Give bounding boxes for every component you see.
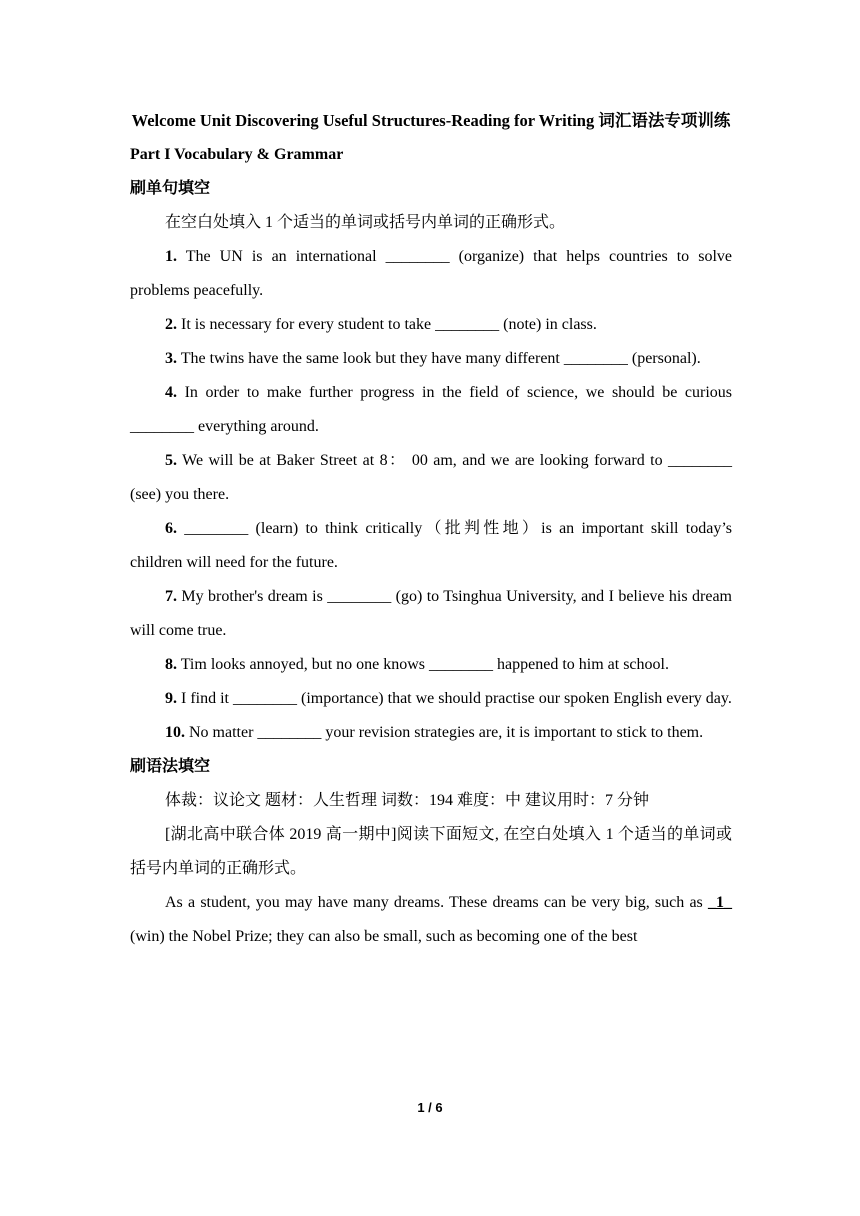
item-number: 10. bbox=[165, 724, 185, 741]
page-number: 1 / 6 bbox=[417, 1100, 443, 1115]
item-number: 8. bbox=[165, 656, 177, 673]
item-text: My brother's dream is ________ (go) to Tsinghua University, and I believe his dream will come true. bbox=[130, 588, 732, 639]
exercise-item bbox=[130, 512, 732, 580]
exercise-list bbox=[130, 240, 732, 750]
exercise-item bbox=[130, 240, 732, 308]
exercise-item bbox=[130, 682, 732, 716]
passage-paragraph bbox=[130, 886, 732, 954]
instruction-sentences: 在空白处填入 1 个适当的单词或括号内单词的正确形式。 bbox=[165, 214, 566, 231]
exercise-item bbox=[130, 716, 732, 750]
item-number: 4. bbox=[165, 384, 177, 401]
item-text: In order to make further progress in the field of science, we should be curious ________ everything around. bbox=[130, 384, 732, 435]
instruction-grammar: [湖北高中联合体 2019 高一期中]阅读下面短文, 在空白处填入 1 个适当的单词或括号内单词的正确形式。 bbox=[130, 826, 732, 877]
item-text: We will be at Baker Street at 8： 00 am, and we are looking forward to ________ (see) you there. bbox=[130, 452, 732, 503]
exercise-item bbox=[130, 444, 732, 512]
document-title: Welcome Unit Discovering Useful Structures-Reading for Writing 词汇语法专项训练 bbox=[131, 111, 731, 130]
item-number: 6. bbox=[165, 520, 177, 537]
item-text: ________ (learn) to think critically（批判性地）is an important skill today’s children will need for the future. bbox=[130, 520, 732, 571]
item-text: The UN is an international ________ (organize) that helps countries to solve problems peacefully. bbox=[130, 248, 732, 299]
exercise-item bbox=[130, 342, 732, 376]
section-heading-grammar: 刷语法填空 bbox=[130, 758, 211, 775]
item-number: 3. bbox=[165, 350, 177, 367]
document-page bbox=[130, 104, 732, 954]
item-number: 7. bbox=[165, 588, 177, 605]
blank-1: _1_ bbox=[708, 894, 732, 911]
item-text: The twins have the same look but they have many different ________ (personal). bbox=[177, 350, 701, 367]
item-number: 2. bbox=[165, 316, 177, 333]
item-number: 9. bbox=[165, 690, 177, 707]
item-number: 5. bbox=[165, 452, 177, 469]
item-text: No matter ________ your revision strategies are, it is important to stick to them. bbox=[185, 724, 704, 741]
passage-meta: 体裁：议论文 题材：人生哲理 词数：194 难度：中 建议用时：7 分钟 bbox=[165, 792, 650, 809]
passage-text-after: (win) the Nobel Prize; they can also be small, such as becoming one of the best bbox=[130, 928, 638, 945]
exercise-item bbox=[130, 580, 732, 648]
passage-text-before: As a student, you may have many dreams. These dreams can be very big, such as bbox=[165, 894, 708, 911]
exercise-item bbox=[130, 376, 732, 444]
item-text: I find it ________ (importance) that we should practise our spoken English every day. bbox=[177, 690, 732, 707]
item-text: Tim looks annoyed, but no one knows ________ happened to him at school. bbox=[177, 656, 669, 673]
section-heading-sentences: 刷单句填空 bbox=[130, 180, 211, 197]
item-text: It is necessary for every student to take ________ (note) in class. bbox=[177, 316, 597, 333]
part-heading: Part I Vocabulary & Grammar bbox=[130, 146, 344, 163]
exercise-item bbox=[130, 648, 732, 682]
exercise-item bbox=[130, 308, 732, 342]
item-number: 1. bbox=[165, 248, 177, 265]
